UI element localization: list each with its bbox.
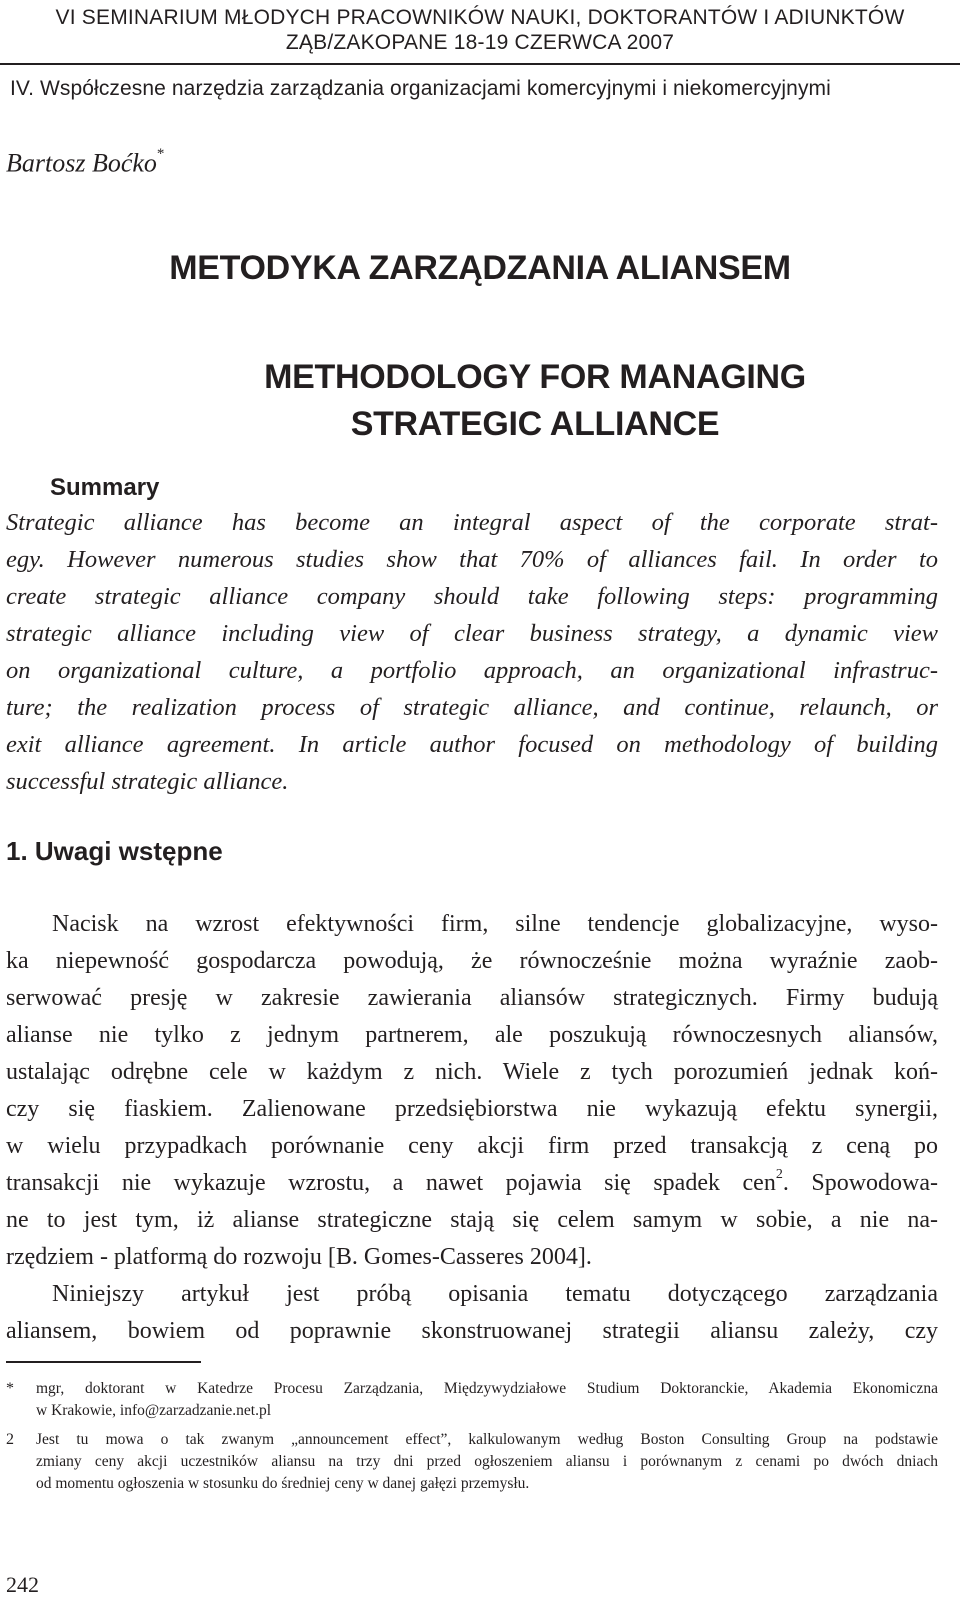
abstract-line: strategic alliance including view of clear business strategy, a dynamic view (6, 620, 938, 647)
body-line: rzędziem - platformą do rozwoju [B. Gomes-Casseres 2004]. (6, 1244, 592, 1270)
abstract-line: Strategic alliance has become an integral aspect of the corporate strat- (6, 509, 938, 536)
title-english-line-1: METHODOLOGY FOR MANAGING (264, 358, 806, 396)
footnote-line: Jest tu mowa o tak zwanym „announcement effect”, kalkulowanym według Boston Consulting Group na podstawie (36, 1431, 938, 1448)
footnote-line: od momentu ogłoszenia w stosunku do średniej ceny w danej gałęzi przemysłu. (36, 1475, 530, 1492)
summary-heading: Summary (50, 474, 160, 501)
body-line: czy się fiaskiem. Zalienowane przedsiębiorstwa nie wykazują efektu synergii, (6, 1096, 938, 1122)
author-footnote-mark: * (156, 146, 165, 162)
footnote-line: w Krakowie, info@zarzadzanie.net.pl (36, 1402, 272, 1419)
footnote-reference: 2 (775, 1167, 783, 1182)
abstract-line: ture; the realization process of strategic alliance, and continue, relaunch, or (6, 694, 938, 721)
abstract-line: create strategic alliance company should take following steps: programming (6, 583, 938, 610)
body-line: serwować presję w zakresie zawierania aliansów strategicznych. Firmy budują (6, 985, 938, 1011)
section-line: IV. Współczesne narzędzia zarządzania organizacjami komercyjnymi i niekomercyjnymi (10, 77, 831, 100)
body-line: alianse nie tylko z jednym partnerem, ale poszukują równoczesnych aliansów, (6, 1022, 938, 1048)
abstract-line: successful strategic alliance. (6, 768, 289, 795)
abstract-line: exit alliance agreement. In article author focused on methodology of building (6, 731, 938, 758)
body-line: ne to jest tym, iż alianse strategiczne stają się celem samym w sobie, a nie na- (6, 1207, 938, 1233)
body-line: ustalając odrębne cele w każdym z nich. Wiele z tych porozumień jednak koń- (6, 1059, 938, 1085)
body-line: aliansem, bowiem od poprawnie skonstruowanej strategii aliansu zależy, czy (6, 1318, 938, 1344)
footnote-mark: * (6, 1380, 14, 1397)
section-heading: 1. Uwagi wstępne (6, 836, 223, 866)
body-line: Nacisk na wzrost efektywności firm, silne tendencje globalizacyjne, wyso- (52, 911, 938, 937)
author-name (6, 143, 164, 179)
footnote-line: mgr, doktorant w Katedrze Procesu Zarządzania, Międzywydziałowe Studium Doktoranckie, Akademia Ekonomiczna (36, 1380, 938, 1397)
author-name-text: Bartosz Boćko (6, 148, 157, 178)
footnote-mark: 2 (6, 1431, 14, 1448)
running-header-line-1: VI SEMINARIUM MŁODYCH PRACOWNIKÓW NAUKI, DOKTORANTÓW I ADIUNKTÓW (55, 6, 905, 29)
abstract-line: egy. However numerous studies show that 70% of alliances fail. In order to (6, 546, 938, 573)
footnote-line: zmiany ceny akcji uczestników aliansu na trzy dni przed ogłoszeniem aliansu i porównanym z cenami po dwóch dniach (36, 1453, 938, 1470)
header-divider (0, 63, 960, 65)
body-line: ka niepewność gospodarcza powodują, że równocześnie można wyraźnie zaob- (6, 948, 938, 974)
running-header-line-2: ZĄB/ZAKOPANE 18-19 CZERWCA 2007 (285, 31, 675, 54)
page-number: 242 (6, 1572, 39, 1597)
abstract-line: on organizational culture, a portfolio approach, an organizational infrastruc- (6, 657, 938, 684)
body-line: w wielu przypadkach porównanie ceny akcji firm przed transakcją z ceną po (6, 1133, 938, 1159)
body-line: Niniejszy artykuł jest próbą opisania tematu dotyczącego zarządzania (52, 1281, 938, 1307)
body-line-tail: . Spowodowa- (782, 1170, 939, 1196)
body-line-text: transakcji nie wykazuje wzrostu, a nawet pojawia się spadek cen (6, 1170, 776, 1196)
title-english-line-2: STRATEGIC ALLIANCE (350, 405, 720, 443)
title-polish: METODYKA ZARZĄDZANIA ALIANSEM (169, 249, 791, 287)
footnote-divider (6, 1361, 201, 1363)
body-line (6, 1165, 938, 1202)
